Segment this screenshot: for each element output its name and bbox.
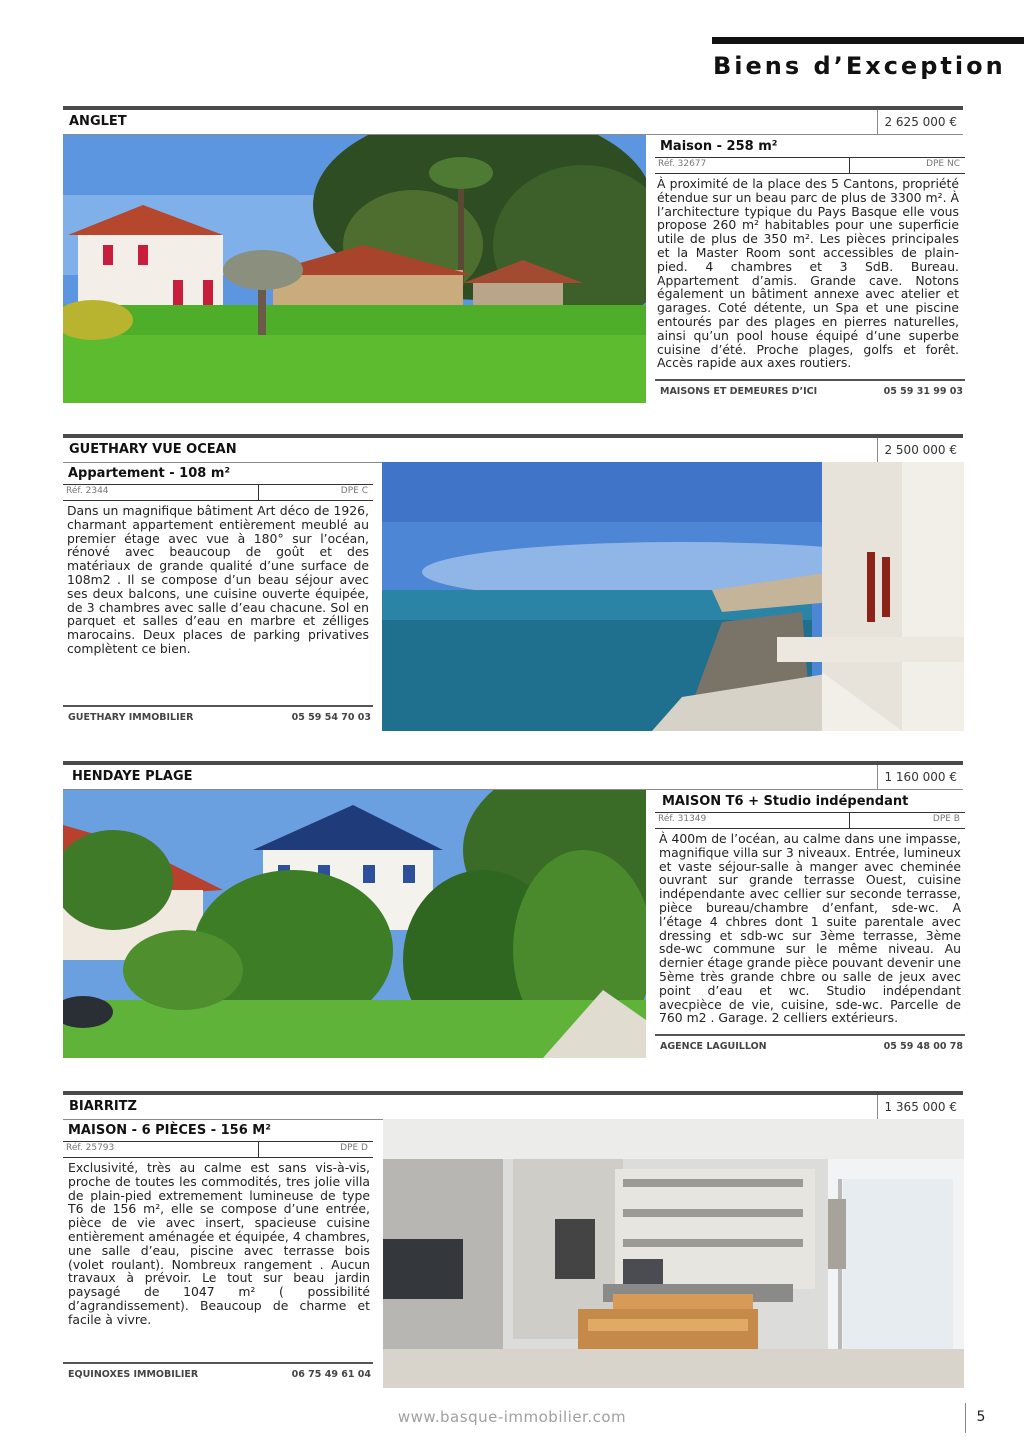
listing-phone: 06 75 49 61 04 bbox=[291, 1369, 371, 1380]
listing-header bbox=[63, 761, 963, 790]
listing-footer bbox=[655, 379, 965, 401]
listing-header bbox=[63, 1091, 963, 1120]
section-title: Biens d’Exception bbox=[713, 52, 1006, 80]
listing-ref-row bbox=[655, 157, 965, 174]
listing-price: 2 500 000 € bbox=[877, 438, 963, 462]
listing-description: Exclusivité, très au calme est sans vis-à-vis, proche de toutes les commodités, tres jolie villa de plain-pied extremement lumineuse de type T6 de 156 m², elle se compose d’une entrée, pièce de vie avec insert, spacieuse cuisine entièrement aménagée et équipée, 4 chambres, une salle d’eau, piscine avec terrasse bois (volet roulant). Nombreux rangement . Aucun travaux à prévoir. Le tout sur beau jardin paysagé de 1047 m² ( possibilité d’agrandissement). Beaucoup de charme et facile à vivre. bbox=[68, 1160, 370, 1327]
listing-price: 2 625 000 € bbox=[877, 110, 963, 134]
listing-info bbox=[655, 790, 965, 1058]
listing-type: MAISON - 6 PIÈCES - 156 M² bbox=[68, 1123, 271, 1138]
header-bar bbox=[712, 37, 1024, 44]
listing-dpe: DPE C bbox=[340, 486, 368, 496]
listing-biarritz bbox=[63, 1091, 965, 1391]
listing-phone: 05 59 31 99 03 bbox=[883, 386, 963, 397]
listing-agency: GUETHARY IMMOBILIER bbox=[68, 712, 194, 723]
listing-photo-villa-garden bbox=[63, 790, 646, 1058]
listing-header bbox=[63, 434, 963, 463]
listing-description: À proximité de la place des 5 Cantons, propriété étendue sur un beau parc de plus de 3300 m². À l’architecture typique du Pays Basque elle vous propose 260 m² habitables pour une superficie utile de plus de 350 m². Les pièces principales et la Master Room sont accessibles de plain-pied. 4 chambres et 3 SdB. Bureau. Appartement d’amis. Grande cave. Notons également un bâtiment annexe avec atelier et garages. Coté détente, un Spa et une piscine entourés par des plages en pierres naturelles, ainsi qu’un pool house équipé d’une superbe cuisine d’été. Proche plages, golfs et forêt. Accès rapide aux axes routiers. bbox=[657, 176, 959, 371]
listing-footer bbox=[655, 1034, 965, 1056]
listing-photo-ocean-view bbox=[382, 462, 964, 731]
listing-hendaye bbox=[63, 761, 965, 1061]
listing-dpe: DPE NC bbox=[926, 159, 960, 169]
listing-header bbox=[63, 106, 963, 135]
listing-agency: MAISONS ET DEMEURES D’ICI bbox=[660, 386, 818, 397]
website-url: www.basque-immobilier.com bbox=[397, 1408, 627, 1426]
page-number: 5 bbox=[965, 1403, 996, 1433]
listing-description: À 400m de l’océan, au calme dans une impasse, magnifique villa sur 3 niveaux. Entrée, lumineux et vaste séjour-salle à manger avec cheminée ouvrant sur grande terrasse Ouest, cuisine indépendante avec cellier sur seconde terrasse, pièce bureau/chambre d’enfant, sde-wc. A l’étage 4 chbres dont 1 suite parentale avec dressing et sdb-wc sur 3ème terrasse, 3ème sde-wc commune sur le même niveau. Au dernier étage grande pièce pouvant devenir une 5ème très grande chbre ou salle de jeux avec point d’eau et wc. Studio indépendant avecpièce de vie, cuisine, sde-wc. Parcelle de 760 m2 . Garage. 2 celliers extérieurs. bbox=[659, 831, 961, 1026]
listing-city: HENDAYE PLAGE bbox=[72, 769, 193, 784]
listing-anglet bbox=[63, 106, 965, 406]
listing-info bbox=[63, 1119, 373, 1387]
listing-phone: 05 59 48 00 78 bbox=[883, 1041, 963, 1052]
listing-footer bbox=[63, 1362, 373, 1384]
listing-agency: AGENCE LAGUILLON bbox=[660, 1041, 767, 1052]
listing-city: BIARRITZ bbox=[69, 1099, 137, 1114]
listing-guethary bbox=[63, 434, 965, 734]
listing-ref: Réf. 2344 bbox=[66, 486, 109, 496]
listing-dpe: DPE D bbox=[340, 1143, 368, 1153]
listing-ref-row bbox=[63, 484, 373, 501]
listing-phone: 05 59 54 70 03 bbox=[291, 712, 371, 723]
listing-dpe: DPE B bbox=[932, 814, 960, 824]
listing-description: Dans un magnifique bâtiment Art déco de 1926, charmant appartement entièrement meublé au premier étage avec vue à 180° sur l’océan, rénové avec beaucoup de goût et des matériaux de grande qualité d’une surface de 108m2 . Il se compose d’un beau séjour avec ses deux balcons, une cuisine ouverte équipée, de 3 chambres avec salle d’eau chacune. Sol en parquet et salles d’eau en marbre et zélliges marocains. Deux places de parking privatives complètent ce bien. bbox=[67, 503, 369, 656]
listing-ref: Réf. 31349 bbox=[658, 814, 707, 824]
listing-price: 1 160 000 € bbox=[877, 765, 963, 789]
listing-type: Maison - 258 m² bbox=[660, 139, 778, 154]
listing-photo-kitchen bbox=[383, 1119, 964, 1388]
listing-info bbox=[63, 462, 373, 730]
listing-ref-row bbox=[655, 812, 965, 829]
listing-city: GUETHARY VUE OCEAN bbox=[69, 442, 237, 457]
listing-ref: Réf. 32677 bbox=[658, 159, 707, 169]
listing-info bbox=[655, 135, 965, 403]
listing-price: 1 365 000 € bbox=[877, 1095, 963, 1119]
listing-photo-villa bbox=[63, 135, 646, 403]
listing-footer bbox=[63, 705, 373, 727]
listing-agency: EQUINOXES IMMOBILIER bbox=[68, 1369, 199, 1380]
listing-ref: Réf. 25793 bbox=[66, 1143, 115, 1153]
listing-type: Appartement - 108 m² bbox=[68, 466, 231, 481]
listing-ref-row bbox=[63, 1141, 373, 1158]
listing-city: ANGLET bbox=[69, 114, 127, 129]
listing-type: MAISON T6 + Studio indépendant bbox=[662, 794, 909, 809]
